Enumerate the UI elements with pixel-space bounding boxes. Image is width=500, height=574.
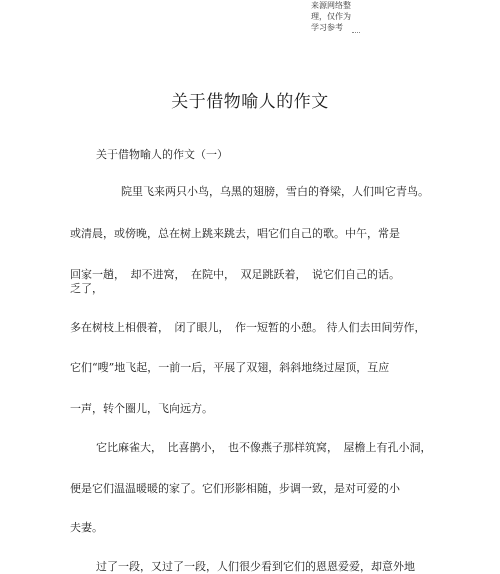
dotted-divider	[352, 32, 360, 33]
paragraph-line: 院里飞来两只小鸟，乌黑的翅膀，雪白的脊梁，人们叫它青鸟。	[121, 185, 429, 198]
paragraph-line: 回家一趟， 却不进窝， 在院中， 双足跳跃着， 说它们自己的话。	[70, 268, 400, 281]
source-watermark	[311, 0, 371, 33]
paragraph-line: 它们“嗖”地飞起，一前一后，平展了双翅，斜斜地绕过屋顶，互应	[70, 361, 390, 374]
paragraph-line: 过了一段，又过了一段，人们很少看到它们的恩恩爱爱，却意外地	[96, 560, 415, 573]
paragraph-line: 乏了，	[70, 282, 103, 295]
document-title: 关于借物喻人的作文	[171, 92, 329, 112]
paragraph-line: 它比麻雀大， 比喜鹊小， 也不像燕子那样筑窝， 屋檐上有孔小洞，	[96, 441, 432, 454]
paragraph-line: 便是它们温温暖暖的家了。它们形影相随，步调一致，是对可爱的小	[70, 482, 400, 495]
watermark-line: 理，仅作为	[311, 12, 351, 21]
paragraph-line: 夫妻。	[70, 521, 103, 534]
watermark-line: 学习参考	[311, 23, 343, 32]
section-heading: 关于借物喻人的作文（一）	[96, 148, 228, 161]
paragraph-line: 一声，转个圈儿，飞向远方。	[70, 402, 213, 415]
paragraph-line: 多在树枝上相偎着， 闭了眼儿， 作一短暂的小憩。 待人们去田间劳作，	[70, 321, 426, 334]
watermark-line: 来源网络整	[311, 1, 351, 10]
paragraph-line: 或清晨，或傍晚，总在树上跳来跳去，唱它们自己的歌。中午，常是	[70, 227, 400, 240]
